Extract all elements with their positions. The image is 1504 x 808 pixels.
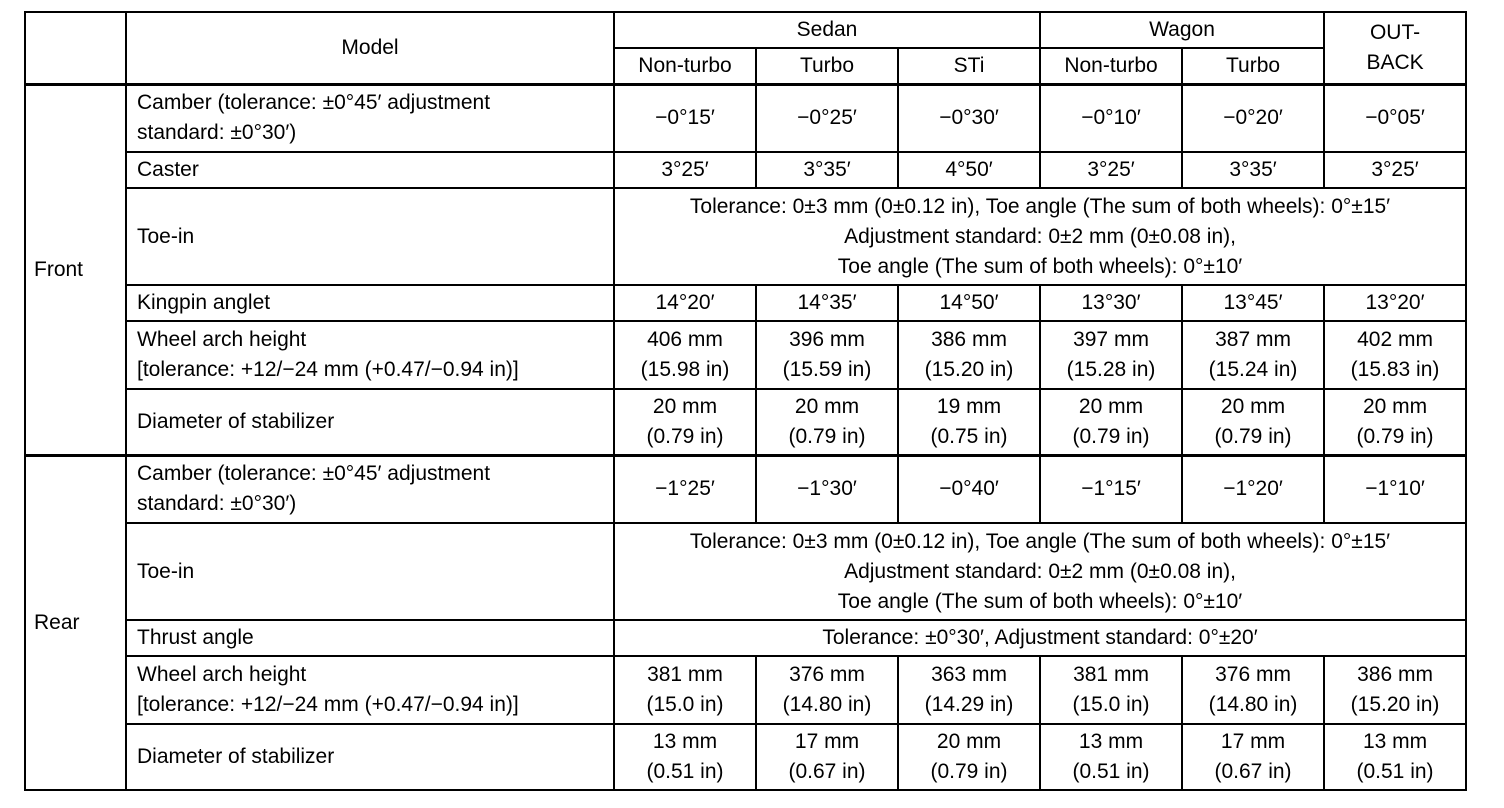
value-mm: 20 mm: [794, 394, 860, 418]
value-in: (0.79 in): [788, 424, 866, 448]
header-model: Model: [126, 12, 614, 84]
label-line: Wheel arch height: [137, 663, 307, 686]
value-cell: [614, 389, 756, 455]
value-cell: 14°35′: [756, 285, 898, 321]
rear-stab-row: [25, 724, 1466, 790]
value-cell: [1182, 656, 1324, 724]
value-cell: 14°20′: [614, 285, 756, 321]
value-mm: 17 mm: [1220, 730, 1286, 753]
value-cell: 14°50′: [898, 285, 1040, 321]
value-cell: 13°30′: [1040, 285, 1182, 321]
front-kingpin-row: [25, 285, 1466, 321]
value-cell: −0°05′: [1324, 84, 1466, 152]
value-mm: 402 mm: [1357, 328, 1433, 351]
value-mm: 376 mm: [789, 663, 865, 686]
value-in: (0.67 in): [1214, 760, 1292, 783]
value-in: (14.80 in): [1208, 693, 1298, 716]
value-cell: [614, 656, 756, 724]
toe-line: Tolerance: 0±3 mm (0±0.12 in), Toe angle (The sum of both wheels): 0°±15′: [689, 194, 1391, 218]
header-outback-line: BACK: [1366, 50, 1424, 74]
value-cell: 3°25′: [1324, 152, 1466, 188]
front-camber-label: [126, 84, 614, 152]
header-wagon: Wagon: [1040, 12, 1324, 48]
toe-line: Adjustment standard: 0±2 mm (0±0.08 in),: [844, 224, 1236, 248]
front-stab-row: [25, 389, 1466, 455]
value-cell: [1182, 389, 1324, 455]
value-in: (0.51 in): [1072, 760, 1150, 783]
rear-thrust-row: [25, 620, 1466, 656]
toe-line: Toe angle (The sum of both wheels): 0°±10′: [837, 589, 1243, 613]
value-mm: 387 mm: [1215, 328, 1291, 351]
value-cell: [756, 321, 898, 389]
label-line: standard: ±0°30′): [137, 492, 297, 516]
value-cell: −0°25′: [756, 84, 898, 152]
value-in: (15.20 in): [1350, 693, 1440, 716]
value-mm: 381 mm: [1073, 663, 1149, 686]
value-cell: [1324, 724, 1466, 790]
value-in: (0.79 in): [1214, 424, 1292, 448]
value-cell: [1040, 321, 1182, 389]
value-cell: [898, 656, 1040, 724]
value-in: (15.28 in): [1066, 358, 1156, 381]
value-cell: [1324, 321, 1466, 389]
rear-thrust-value: Tolerance: ±0°30′, Adjustment standard: 0°±20′: [614, 620, 1466, 656]
value-mm: 13 mm: [1362, 730, 1428, 753]
value-in: (0.79 in): [1072, 424, 1150, 448]
value-cell: 13°20′: [1324, 285, 1466, 321]
value-in: (14.80 in): [782, 693, 872, 716]
rear-camber-row: [25, 455, 1466, 523]
value-cell: [756, 724, 898, 790]
value-cell: [1182, 724, 1324, 790]
label-line: Camber (tolerance: ±0°45′ adjustment: [137, 462, 491, 486]
value-cell: [756, 389, 898, 455]
front-arch-row: [25, 321, 1466, 389]
header-row-top: [25, 12, 1466, 48]
rear-arch-row: [25, 656, 1466, 724]
value-cell: −1°10′: [1324, 455, 1466, 523]
value-in: (14.29 in): [924, 693, 1014, 716]
value-mm: 20 mm: [936, 730, 1002, 753]
label-line: Camber (tolerance: ±0°45′ adjustment: [137, 91, 491, 115]
value-mm: 397 mm: [1073, 328, 1149, 351]
front-group-label: Front: [25, 84, 126, 455]
value-in: (15.24 in): [1208, 358, 1298, 381]
header-wagon-turbo: Turbo: [1182, 48, 1324, 84]
value-mm: 20 mm: [1078, 394, 1144, 418]
value-in: (15.59 in): [782, 358, 872, 381]
front-camber-row: [25, 84, 1466, 152]
header-sedan-nonturbo: Non-turbo: [614, 48, 756, 84]
value-cell: −0°40′: [898, 455, 1040, 523]
value-in: (15.0 in): [1072, 693, 1150, 716]
value-cell: −0°10′: [1040, 84, 1182, 152]
header-wagon-nonturbo: Non-turbo: [1040, 48, 1182, 84]
value-mm: 381 mm: [647, 663, 723, 686]
value-cell: [898, 321, 1040, 389]
label-line: [tolerance: +12/−24 mm (+0.47/−0.94 in)]: [137, 358, 519, 381]
rear-thrust-label: Thrust angle: [126, 620, 614, 656]
toe-line: Adjustment standard: 0±2 mm (0±0.08 in),: [844, 559, 1236, 583]
front-toe-label: Toe-in: [126, 188, 614, 285]
value-in: (15.0 in): [646, 693, 724, 716]
value-cell: [756, 656, 898, 724]
header-outback-line: OUT-: [1369, 20, 1421, 44]
header-sedan-sti: STi: [898, 48, 1040, 84]
front-caster-label: Caster: [126, 152, 614, 188]
value-in: (0.79 in): [646, 424, 724, 448]
value-cell: 3°35′: [1182, 152, 1324, 188]
value-mm: 13 mm: [652, 730, 718, 753]
value-cell: [614, 321, 756, 389]
value-mm: 19 mm: [936, 394, 1002, 418]
label-line: Wheel arch height: [137, 328, 307, 351]
rear-group-label: Rear: [25, 455, 126, 790]
rear-camber-label: [126, 455, 614, 523]
value-mm: 13 mm: [1078, 730, 1144, 753]
front-stab-label: Diameter of stabilizer: [126, 389, 614, 455]
value-mm: 386 mm: [1357, 663, 1433, 686]
rear-toe-value: [614, 523, 1466, 620]
value-cell: −0°30′: [898, 84, 1040, 152]
value-cell: −0°20′: [1182, 84, 1324, 152]
value-cell: [898, 389, 1040, 455]
value-cell: [1040, 656, 1182, 724]
toe-line: Toe angle (The sum of both wheels): 0°±10′: [837, 254, 1243, 278]
header-sedan: Sedan: [614, 12, 1040, 48]
value-cell: 3°25′: [614, 152, 756, 188]
rear-toe-row: [25, 523, 1466, 620]
value-cell: 13°45′: [1182, 285, 1324, 321]
value-cell: −0°15′: [614, 84, 756, 152]
front-toe-value: [614, 188, 1466, 285]
value-mm: 406 mm: [647, 328, 723, 351]
value-mm: 20 mm: [1362, 394, 1428, 418]
rear-arch-label: [126, 656, 614, 724]
front-caster-row: [25, 152, 1466, 188]
value-cell: −1°30′: [756, 455, 898, 523]
value-cell: −1°15′: [1040, 455, 1182, 523]
value-mm: 386 mm: [931, 328, 1007, 351]
value-in: (0.75 in): [930, 424, 1008, 448]
value-mm: 396 mm: [789, 328, 865, 351]
rear-toe-label: Toe-in: [126, 523, 614, 620]
value-in: (0.79 in): [1356, 424, 1434, 448]
value-cell: [898, 724, 1040, 790]
rear-stab-label: Diameter of stabilizer: [126, 724, 614, 790]
value-cell: 3°35′: [756, 152, 898, 188]
value-in: (0.67 in): [788, 760, 866, 783]
value-cell: [1040, 724, 1182, 790]
value-in: (15.98 in): [640, 358, 730, 381]
value-cell: 3°25′: [1040, 152, 1182, 188]
value-in: (0.51 in): [1356, 760, 1434, 783]
front-arch-label: [126, 321, 614, 389]
value-mm: 20 mm: [652, 394, 718, 418]
value-in: (0.79 in): [930, 760, 1008, 783]
front-toe-row: [25, 188, 1466, 285]
value-in: (0.51 in): [646, 760, 724, 783]
value-cell: [1324, 389, 1466, 455]
value-cell: 4°50′: [898, 152, 1040, 188]
value-mm: 20 mm: [1220, 394, 1286, 418]
header-corner-cell: [25, 12, 126, 84]
value-mm: 363 mm: [931, 663, 1007, 686]
value-mm: 376 mm: [1215, 663, 1291, 686]
label-line: standard: ±0°30′): [137, 121, 297, 145]
value-cell: −1°25′: [614, 455, 756, 523]
header-sedan-turbo: Turbo: [756, 48, 898, 84]
header-outback: [1324, 12, 1466, 84]
value-cell: [1324, 656, 1466, 724]
value-cell: [614, 724, 756, 790]
alignment-spec-table: [24, 11, 1467, 791]
value-cell: [1040, 389, 1182, 455]
value-cell: −1°20′: [1182, 455, 1324, 523]
label-line: [tolerance: +12/−24 mm (+0.47/−0.94 in)]: [137, 693, 519, 716]
value-cell: [1182, 321, 1324, 389]
value-in: (15.20 in): [924, 358, 1014, 381]
value-in: (15.83 in): [1350, 358, 1440, 381]
value-mm: 17 mm: [794, 730, 860, 753]
front-kingpin-label: Kingpin anglet: [126, 285, 614, 321]
toe-line: Tolerance: 0±3 mm (0±0.12 in), Toe angle (The sum of both wheels): 0°±15′: [689, 529, 1391, 553]
